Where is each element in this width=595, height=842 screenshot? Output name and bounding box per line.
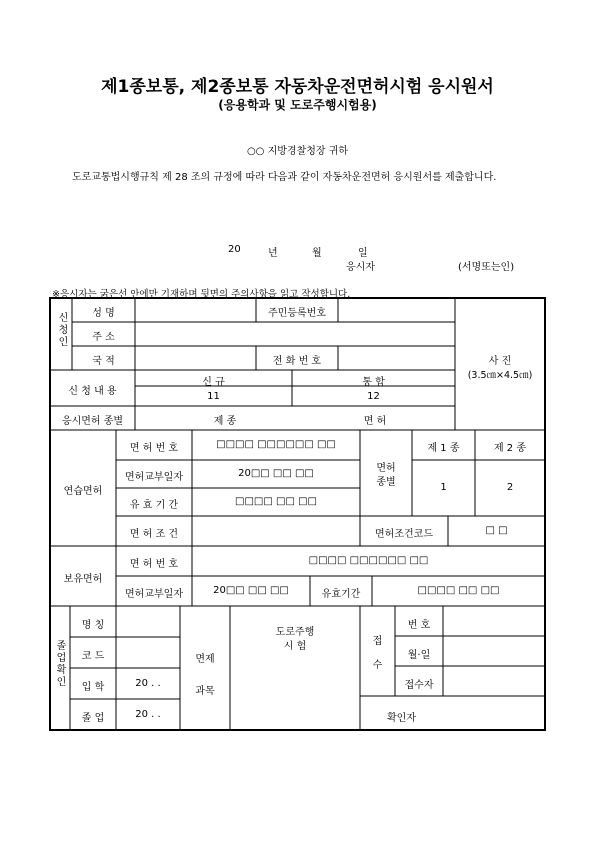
notice: ※응시자는 굵은선 안에만 기재하며 뒷면의 주의사항을 읽고 작성합니다. bbox=[52, 289, 351, 300]
grad-field[interactable]: 20 . . bbox=[135, 709, 161, 720]
grad-group-label: 졸업확인 bbox=[54, 640, 65, 688]
learner-no-field[interactable]: □□□□ □□□□□□ □□ bbox=[216, 439, 336, 450]
code-new[interactable]: 11 bbox=[207, 391, 220, 402]
nationality-label: 국 적 bbox=[92, 356, 115, 367]
enter-field[interactable]: 20 . . bbox=[135, 678, 161, 689]
receipt-label: 접 수 bbox=[372, 636, 383, 671]
license-type-suffix: 면 허 bbox=[363, 416, 387, 427]
receipt-date-label: 월·일 bbox=[407, 650, 431, 661]
date-year-label: 년 bbox=[268, 248, 278, 259]
request-label: 신 청 내 용 bbox=[68, 386, 117, 397]
form-title: 제1종보통, 제2종보통 자동차운전면허시험 응시원서 bbox=[101, 77, 494, 97]
subject-label: 과목 bbox=[195, 686, 215, 697]
name-label: 성 명 bbox=[92, 308, 115, 319]
learner-no-label: 면 허 번 호 bbox=[129, 443, 179, 454]
phone-field[interactable] bbox=[339, 349, 454, 369]
photo-label: 사 진 bbox=[488, 356, 512, 367]
learner-issue-label: 면허교부일자 bbox=[125, 472, 183, 483]
learner-issue-field[interactable]: 20□□ □□ □□ bbox=[238, 468, 314, 479]
license-type-class[interactable]: 제 종 bbox=[213, 416, 237, 427]
code-field[interactable] bbox=[117, 640, 179, 667]
held-no-field[interactable]: □□□□ □□□□□□ □□ bbox=[308, 555, 429, 566]
applicant-label: 응시자 bbox=[346, 262, 375, 273]
signature-label: (서명또는인) bbox=[458, 262, 515, 273]
school-label: 명 칭 bbox=[81, 620, 105, 631]
road-test-label: 도로주행 시 험 bbox=[275, 627, 315, 652]
class1-code[interactable]: 1 bbox=[440, 482, 447, 493]
class2-code[interactable]: 2 bbox=[506, 482, 514, 493]
learner-cond-label: 면 허 조 건 bbox=[129, 529, 179, 540]
held-issue-label: 면허교부일자 bbox=[125, 589, 183, 600]
phone-label: 전 화 번 호 bbox=[272, 356, 322, 367]
body-text: 도로교통법시행규칙 제 28 조의 규정에 따라 다음과 같이 자동차운전면허 응시원서를 제출합니다. bbox=[72, 172, 497, 183]
photo-size: (3.5㎝×4.5㎝) bbox=[467, 370, 533, 381]
cond-code-label: 면허조건코드 bbox=[375, 529, 433, 540]
school-field[interactable] bbox=[117, 609, 179, 636]
held-no-label: 면 허 번 호 bbox=[129, 559, 179, 570]
held-valid-label: 유효기간 bbox=[321, 589, 361, 600]
class1-label: 제 1 종 bbox=[427, 443, 460, 454]
held-group-label: 보유면허 bbox=[63, 574, 103, 585]
exempt-label: 면제 bbox=[195, 654, 215, 665]
code-label: 코 드 bbox=[81, 651, 105, 662]
grad-label: 졸 업 bbox=[81, 713, 105, 724]
address-field[interactable] bbox=[136, 325, 454, 345]
rrn-field[interactable] bbox=[339, 301, 454, 321]
cond-code-field[interactable]: □ □ bbox=[485, 525, 508, 536]
date-day-label: 일 bbox=[358, 248, 368, 259]
held-valid-field[interactable]: □□□□ □□ □□ bbox=[417, 585, 500, 596]
learner-valid-label: 유 효 기 간 bbox=[129, 500, 179, 511]
name-field[interactable] bbox=[136, 301, 255, 321]
nationality-field[interactable] bbox=[136, 349, 255, 369]
learner-group-label: 연습면허 bbox=[63, 486, 103, 497]
form-subtitle: (응용학과 및 도로주행시험용) bbox=[218, 98, 377, 112]
held-issue-field[interactable]: 20□□ □□ □□ bbox=[213, 585, 289, 596]
checker-label: 확인자 bbox=[387, 713, 416, 724]
address-label: 주 소 bbox=[92, 332, 115, 343]
receiver-label: 접수자 bbox=[404, 680, 434, 691]
code-renew[interactable]: 12 bbox=[367, 391, 380, 402]
license-type-label: 응시면허 종별 bbox=[61, 416, 124, 427]
request-new: 신 규 bbox=[202, 377, 225, 388]
date-year: 20 bbox=[228, 244, 241, 255]
request-renew: 통 합 bbox=[362, 377, 385, 388]
class2-label: 제 2 종 bbox=[493, 443, 527, 454]
rrn-label: 주민등록번호 bbox=[268, 308, 326, 319]
license-kind-label: 면허 종별 bbox=[376, 463, 396, 488]
date-month-label: 월 bbox=[312, 248, 322, 259]
applicant-group-label: 신청인 bbox=[56, 312, 67, 348]
enter-label: 입 학 bbox=[81, 682, 105, 693]
receipt-no-label: 번 호 bbox=[407, 620, 431, 631]
learner-valid-field[interactable]: □□□□ □□ □□ bbox=[235, 496, 317, 507]
addressee: ○○ 지방경찰청장 귀하 bbox=[246, 146, 349, 157]
